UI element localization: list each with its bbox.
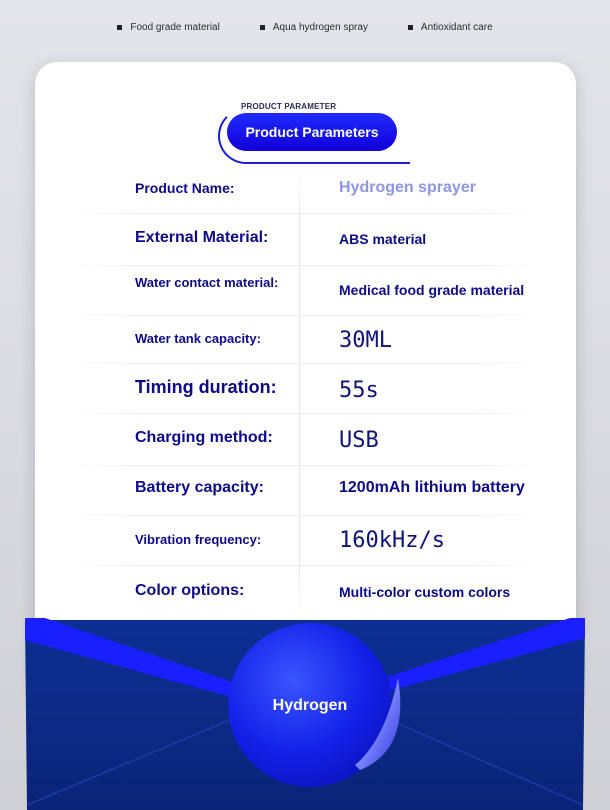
param-label-battery: Battery capacity: bbox=[135, 479, 264, 496]
row-divider bbox=[70, 565, 540, 566]
column-divider bbox=[299, 170, 300, 610]
bullet-icon bbox=[260, 25, 265, 30]
param-value-external-material: ABS material bbox=[339, 231, 427, 247]
header-small-title: PRODUCT PARAMETER bbox=[241, 102, 337, 111]
param-value-vibration: 160kHz/s bbox=[339, 528, 445, 553]
param-value-water-tank: 30ML bbox=[339, 328, 392, 353]
param-value-battery: 1200mAh lithium battery bbox=[339, 479, 525, 496]
row-divider bbox=[70, 413, 540, 414]
feature-list bbox=[0, 22, 610, 33]
param-label-color: Color options: bbox=[135, 582, 245, 599]
header-title: Product Parameters bbox=[227, 113, 397, 151]
param-value-product-name: Hydrogen sprayer bbox=[339, 179, 476, 196]
param-value-timing: 55s bbox=[339, 378, 379, 403]
feature-label: Aqua hydrogen spray bbox=[272, 22, 368, 33]
param-label-water-contact: Water contact material: bbox=[135, 275, 279, 290]
row-divider bbox=[70, 265, 540, 266]
param-value-color: Multi-color custom colors bbox=[339, 584, 511, 600]
param-label-product-name: Product Name: bbox=[135, 180, 235, 196]
feature-item bbox=[260, 22, 368, 33]
param-label-vibration: Vibration frequency: bbox=[135, 532, 262, 547]
section-header bbox=[218, 102, 418, 162]
param-value-water-contact: Medical food grade material bbox=[339, 282, 525, 298]
row-divider bbox=[70, 363, 540, 364]
feature-item bbox=[117, 22, 220, 33]
row-divider bbox=[70, 315, 540, 316]
feature-label: Food grade material bbox=[130, 22, 220, 33]
bullet-icon bbox=[117, 25, 122, 30]
param-label-external-material: External Material: bbox=[135, 229, 269, 246]
param-label-charging: Charging method: bbox=[135, 429, 273, 446]
row-divider bbox=[70, 213, 540, 214]
param-label-timing: Timing duration: bbox=[135, 377, 277, 397]
row-divider bbox=[70, 515, 540, 516]
feature-item bbox=[408, 22, 493, 33]
feature-label: Antioxidant care bbox=[420, 22, 493, 33]
seal-label: Hydrogen bbox=[272, 697, 348, 714]
param-label-water-tank: Water tank capacity: bbox=[135, 331, 261, 346]
param-value-charging: USB bbox=[339, 428, 379, 453]
bullet-icon bbox=[408, 25, 413, 30]
row-divider bbox=[70, 465, 540, 466]
